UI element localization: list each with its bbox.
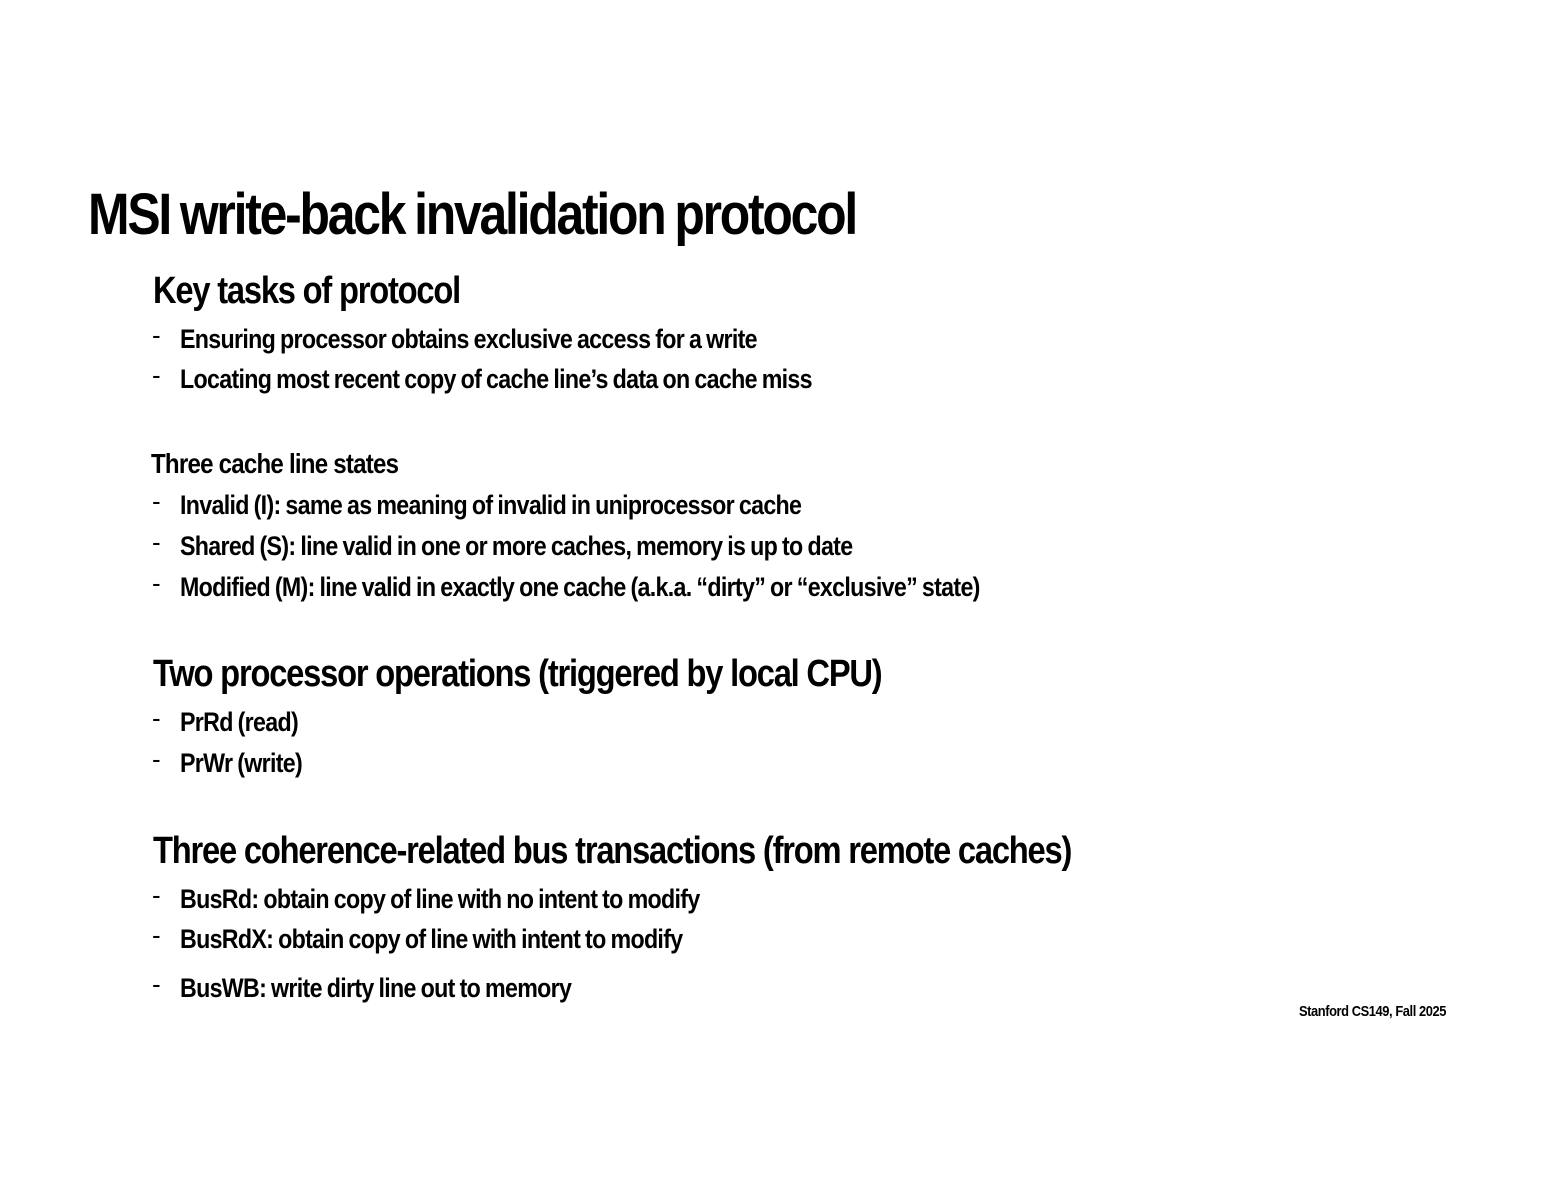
section-heading-processor-operations: Two processor operations (triggered by local CPU) [153,653,882,695]
dash-glyph: - [152,703,161,733]
section-heading-key-tasks: Key tasks of protocol [153,270,461,312]
slide-footer: Stanford CS149, Fall 2025 [1299,1003,1446,1020]
bullet-text: Modified (M): line valid in exactly one cache (a.k.a. “dirty” or “exclusive” state) [180,572,980,602]
bullet-text: BusRdX: obtain copy of line with intent to modify [180,924,683,954]
slide-title: MSI write-back invalidation protocol [88,182,856,247]
dash-glyph: - [152,969,161,999]
bullet-text: BusWB: write dirty line out to memory [180,973,572,1003]
dash-glyph: - [152,744,161,774]
bullet-text: Shared (S): line valid in one or more caches, memory is up to date [180,531,853,561]
bullet-text: Ensuring processor obtains exclusive access for a write [180,324,757,354]
dash-glyph: - [152,880,161,910]
dash-glyph: - [152,568,161,598]
dash-glyph: - [152,320,161,350]
dash-glyph: - [152,920,161,950]
dash-glyph: - [152,486,161,516]
dash-glyph: - [152,527,161,557]
bullet-text: Invalid (I): same as meaning of invalid in uniprocessor cache [180,490,802,520]
dash-glyph: - [152,360,161,390]
section-heading-cache-line-states: Three cache line states [151,448,399,479]
bullet-text: Locating most recent copy of cache line’s data on cache miss [180,364,812,394]
bullet-text: PrWr (write) [180,748,303,778]
bullet-text: BusRd: obtain copy of line with no intent to modify [180,884,700,914]
section-heading-bus-transactions: Three coherence-related bus transactions (from remote caches) [153,830,1072,872]
bullet-text: PrRd (read) [180,707,299,737]
